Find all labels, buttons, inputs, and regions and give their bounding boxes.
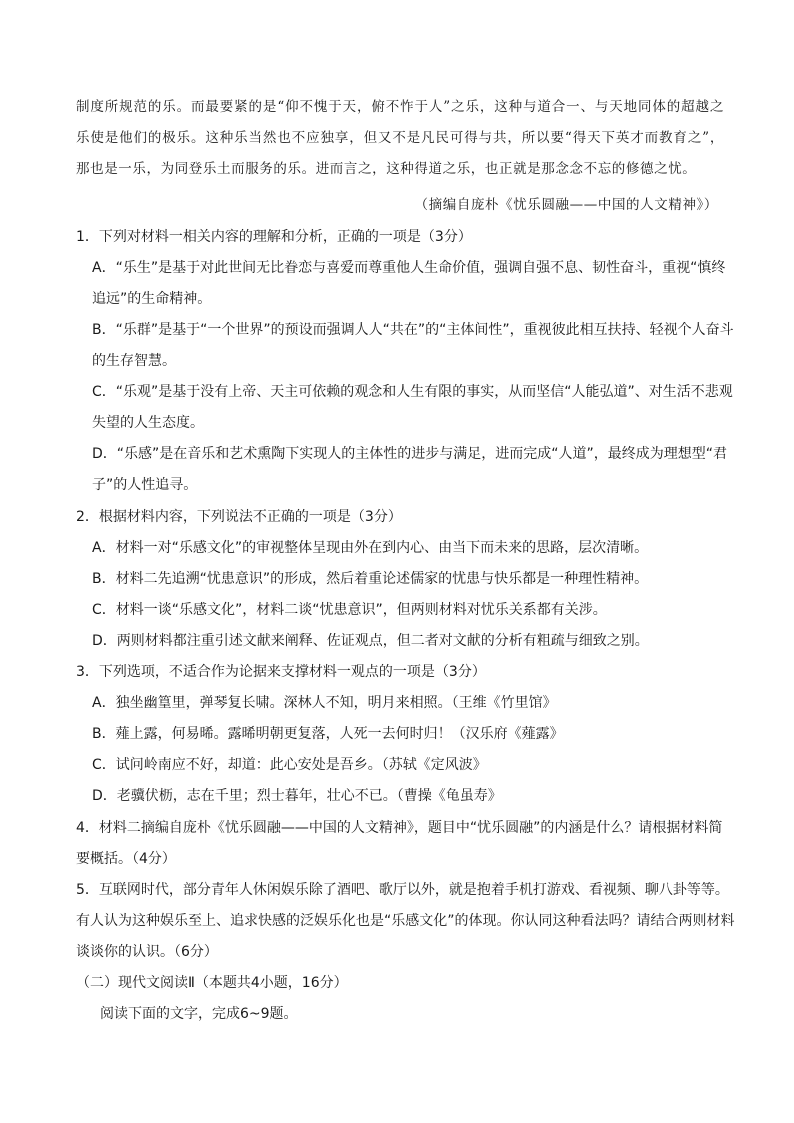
question-4-stem: 4．材料二摘编自庞朴《忧乐圆融——中国的人文精神》，题目中“忧乐圆融”的内涵是什么？请根据材料简要概括。（4分）: [76, 820, 723, 867]
question-1-option-b: B．“乐群”是基于“一个世界”的预设而强调人人“共在”的“主体间性”，重视彼此相互扶持、轻视个人奋斗的生存智慧。: [92, 322, 734, 369]
question-1-option-c: C．“乐观”是基于没有上帝、天主可依赖的观念和人生有限的事实，从而坚信“人能弘道”、对生活不悲观失望的人生态度。: [92, 384, 733, 431]
question-2-stem: 2．根据材料内容，下列说法不正确的一项是（3分）: [76, 509, 402, 525]
question-3-option-c: C．试问岭南应不好，却道：此心安处是吾乡。（苏轼《定风波》: [92, 757, 487, 773]
question-2-option-c: C．材料一谈“乐感文化”，材料二谈“忧患意识”，但两则材料对忧乐关系都有关涉。: [92, 602, 607, 618]
question-3-option-b: B．薤上露，何易晞。露晞明朝更复落，人死一去何时归！（汉乐府《薤露》: [92, 726, 564, 742]
question-2-option-a: A．材料一对“乐感文化”的审视整体呈现由外在到内心、由当下而未来的思路，层次清晰。: [92, 540, 649, 556]
question-5-stem: 5．互联网时代，部分青年人休闲娱乐除了酒吧、歌厅以外，就是抱着手机打游戏、看视频、聊八卦等等。有人认为这种娱乐至上、追求快感的泛娱乐化也是“乐感文化”的体现。你认同这种看法吗？请结合两则材料谈谈你的认识。（6分）: [76, 882, 735, 960]
question-2-option-b: B．材料二先追溯“忧患意识”的形成，然后着重论述儒家的忧患与快乐都是一种理性精神。: [92, 571, 649, 587]
question-1-option-a: A．“乐生”是基于对此世间无比眷恋与喜爱而尊重他人生命价值，强调自强不息、韧性奋斗，重视“慎终追远”的生命精神。: [92, 260, 726, 307]
section-title: （二）现代文阅读Ⅱ（本题共4小题，16分）: [76, 975, 348, 991]
passage-source: （摘编自庞朴《忧乐圆融——中国的人文精神》）: [414, 197, 718, 213]
question-3-option-d: D．老骥伏枥，志在千里；烈士暮年，壮心不已。（曹操《龟虽寿》: [92, 788, 502, 804]
question-2-option-d: D．两则材料都注重引述文献来阐释、佐证观点，但二者对文献的分析有粗疏与细致之别。: [92, 633, 649, 649]
question-3-option-a: A．独坐幽篁里，弹琴复长啸。深林人不知，明月来相照。（王维《竹里馆》: [92, 695, 557, 711]
passage-paragraph: 制度所规范的乐。而最要紧的是“仰不愧于天，俯不怍于人”之乐，这种与道合一、与天地同体的超越之乐使是他们的极乐。这种乐当然也不应独享，但又不是凡民可得与共，所以要“得天下英才而教育之”，那也是一乐，为同登乐土而服务的乐。进而言之，这种得道之乐，也正就是那念念不忘的修德之忧。: [76, 99, 724, 177]
question-3-stem: 3．下列选项，不适合作为论据来支撑材料一观点的一项是（3分）: [76, 664, 486, 680]
question-1-stem: 1．下列对材料一相关内容的理解和分析，正确的一项是（3分）: [76, 229, 472, 245]
question-1-option-d: D．“乐感”是在音乐和艺术熏陶下实现人的主体性的进步与满足，进而完成“人道”，最终成为理想型“君子”的人性追寻。: [92, 446, 728, 493]
section-intro: 阅读下面的文字，完成6~9题。: [100, 1006, 298, 1022]
